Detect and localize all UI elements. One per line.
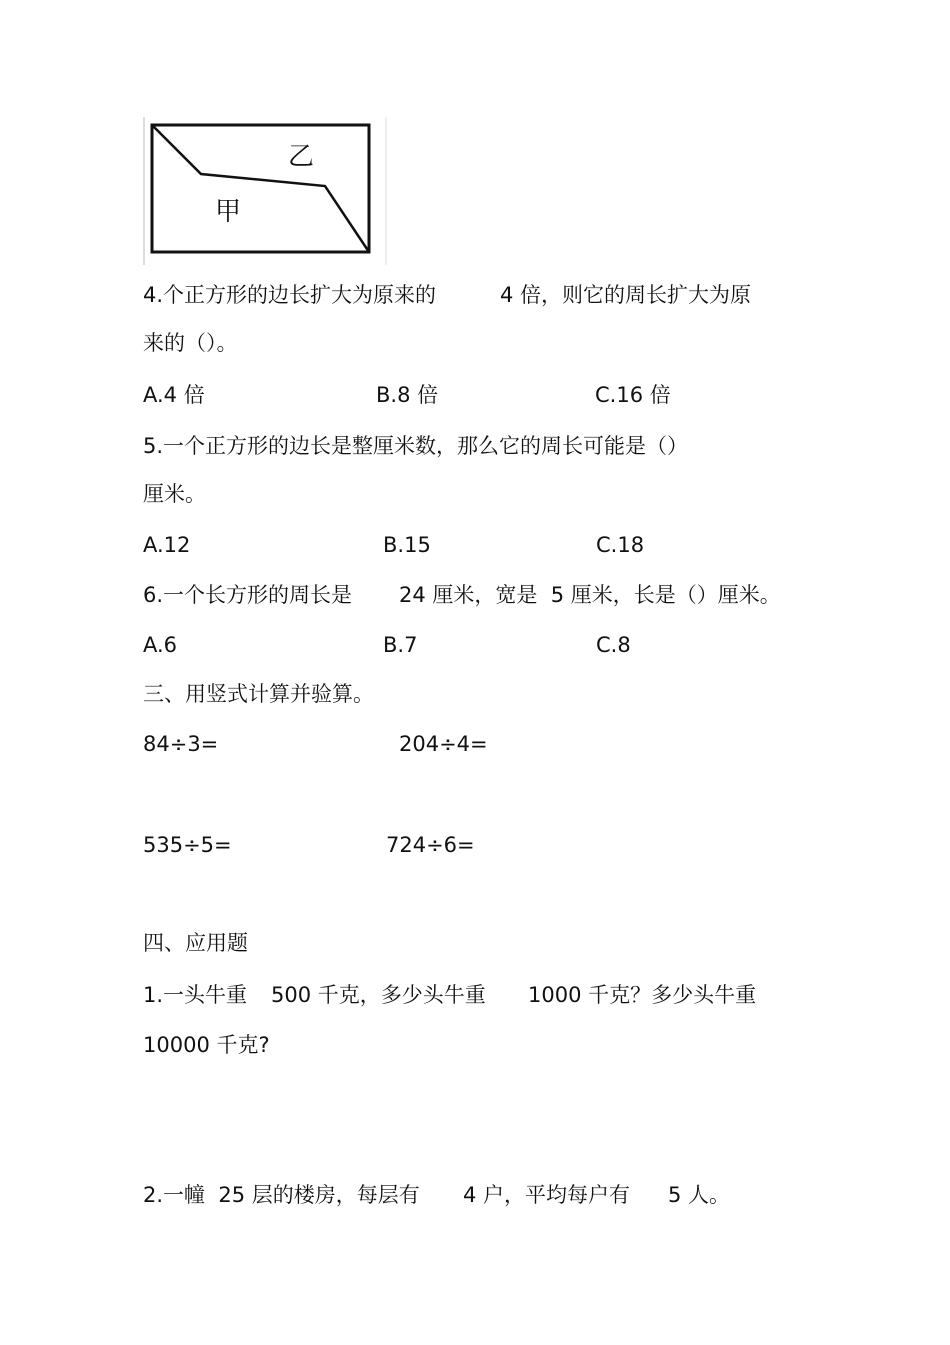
app-problem-1-part2: 500 千克，多少头牛重 [271,983,486,1007]
section-4-title: 四、应用题 [143,931,248,955]
q4-text-part1: 4.个正方形的边长扩大为原来的 [143,283,437,307]
q6-text-part2: 24 厘米，宽是 5 厘米，长是（）厘米。 [399,583,781,607]
q5-option-c: C.18 [596,533,645,557]
calc-problem-2: 204÷4= [399,732,488,756]
q6-option-b: B.7 [383,633,418,657]
q5-option-b: B.15 [383,533,431,557]
q6-option-c: C.8 [596,633,631,657]
app-problem-1-part3: 1000 千克？多少头牛重 [528,983,757,1007]
q5-text-line1: 5.一个正方形的边长是整厘米数，那么它的周长可能是（） [143,434,689,458]
section-3-title: 三、用竖式计算并验算。 [143,682,374,706]
q6-option-a: A.6 [143,633,178,657]
app-problem-2-part1: 2.一幢 25 层的楼房，每层有 [143,1183,420,1207]
q5-option-a: A.12 [143,533,191,557]
app-problem-1-part1: 1.一头牛重 [143,983,248,1007]
q4-option-b: B.8 倍 [376,383,439,407]
calc-problem-4: 724÷6= [386,833,475,857]
calc-problem-3: 535÷5= [143,833,232,857]
outer-rectangle [152,125,369,252]
q5-text-line2: 厘米。 [143,482,206,506]
q4-option-c: C.16 倍 [595,383,671,407]
q6-text-part1: 6.一个长方形的周长是 [143,583,353,607]
dividing-line [152,125,369,252]
region-label-jia: 甲 [215,197,242,227]
q4-option-a: A.4 倍 [143,383,205,407]
q4-text-line2: 来的（）。 [143,331,238,355]
app-problem-2-part3: 5 人。 [668,1183,731,1207]
calc-problem-1: 84÷3= [143,732,219,756]
rectangle-figure [143,117,387,265]
app-problem-2-part2: 4 户，平均每户有 [463,1183,631,1207]
app-problem-1-line2: 10000 千克? [143,1033,270,1057]
q4-text-part2: 4 倍，则它的周长扩大为原 [500,283,752,307]
region-label-yi: 乙 [288,142,315,172]
